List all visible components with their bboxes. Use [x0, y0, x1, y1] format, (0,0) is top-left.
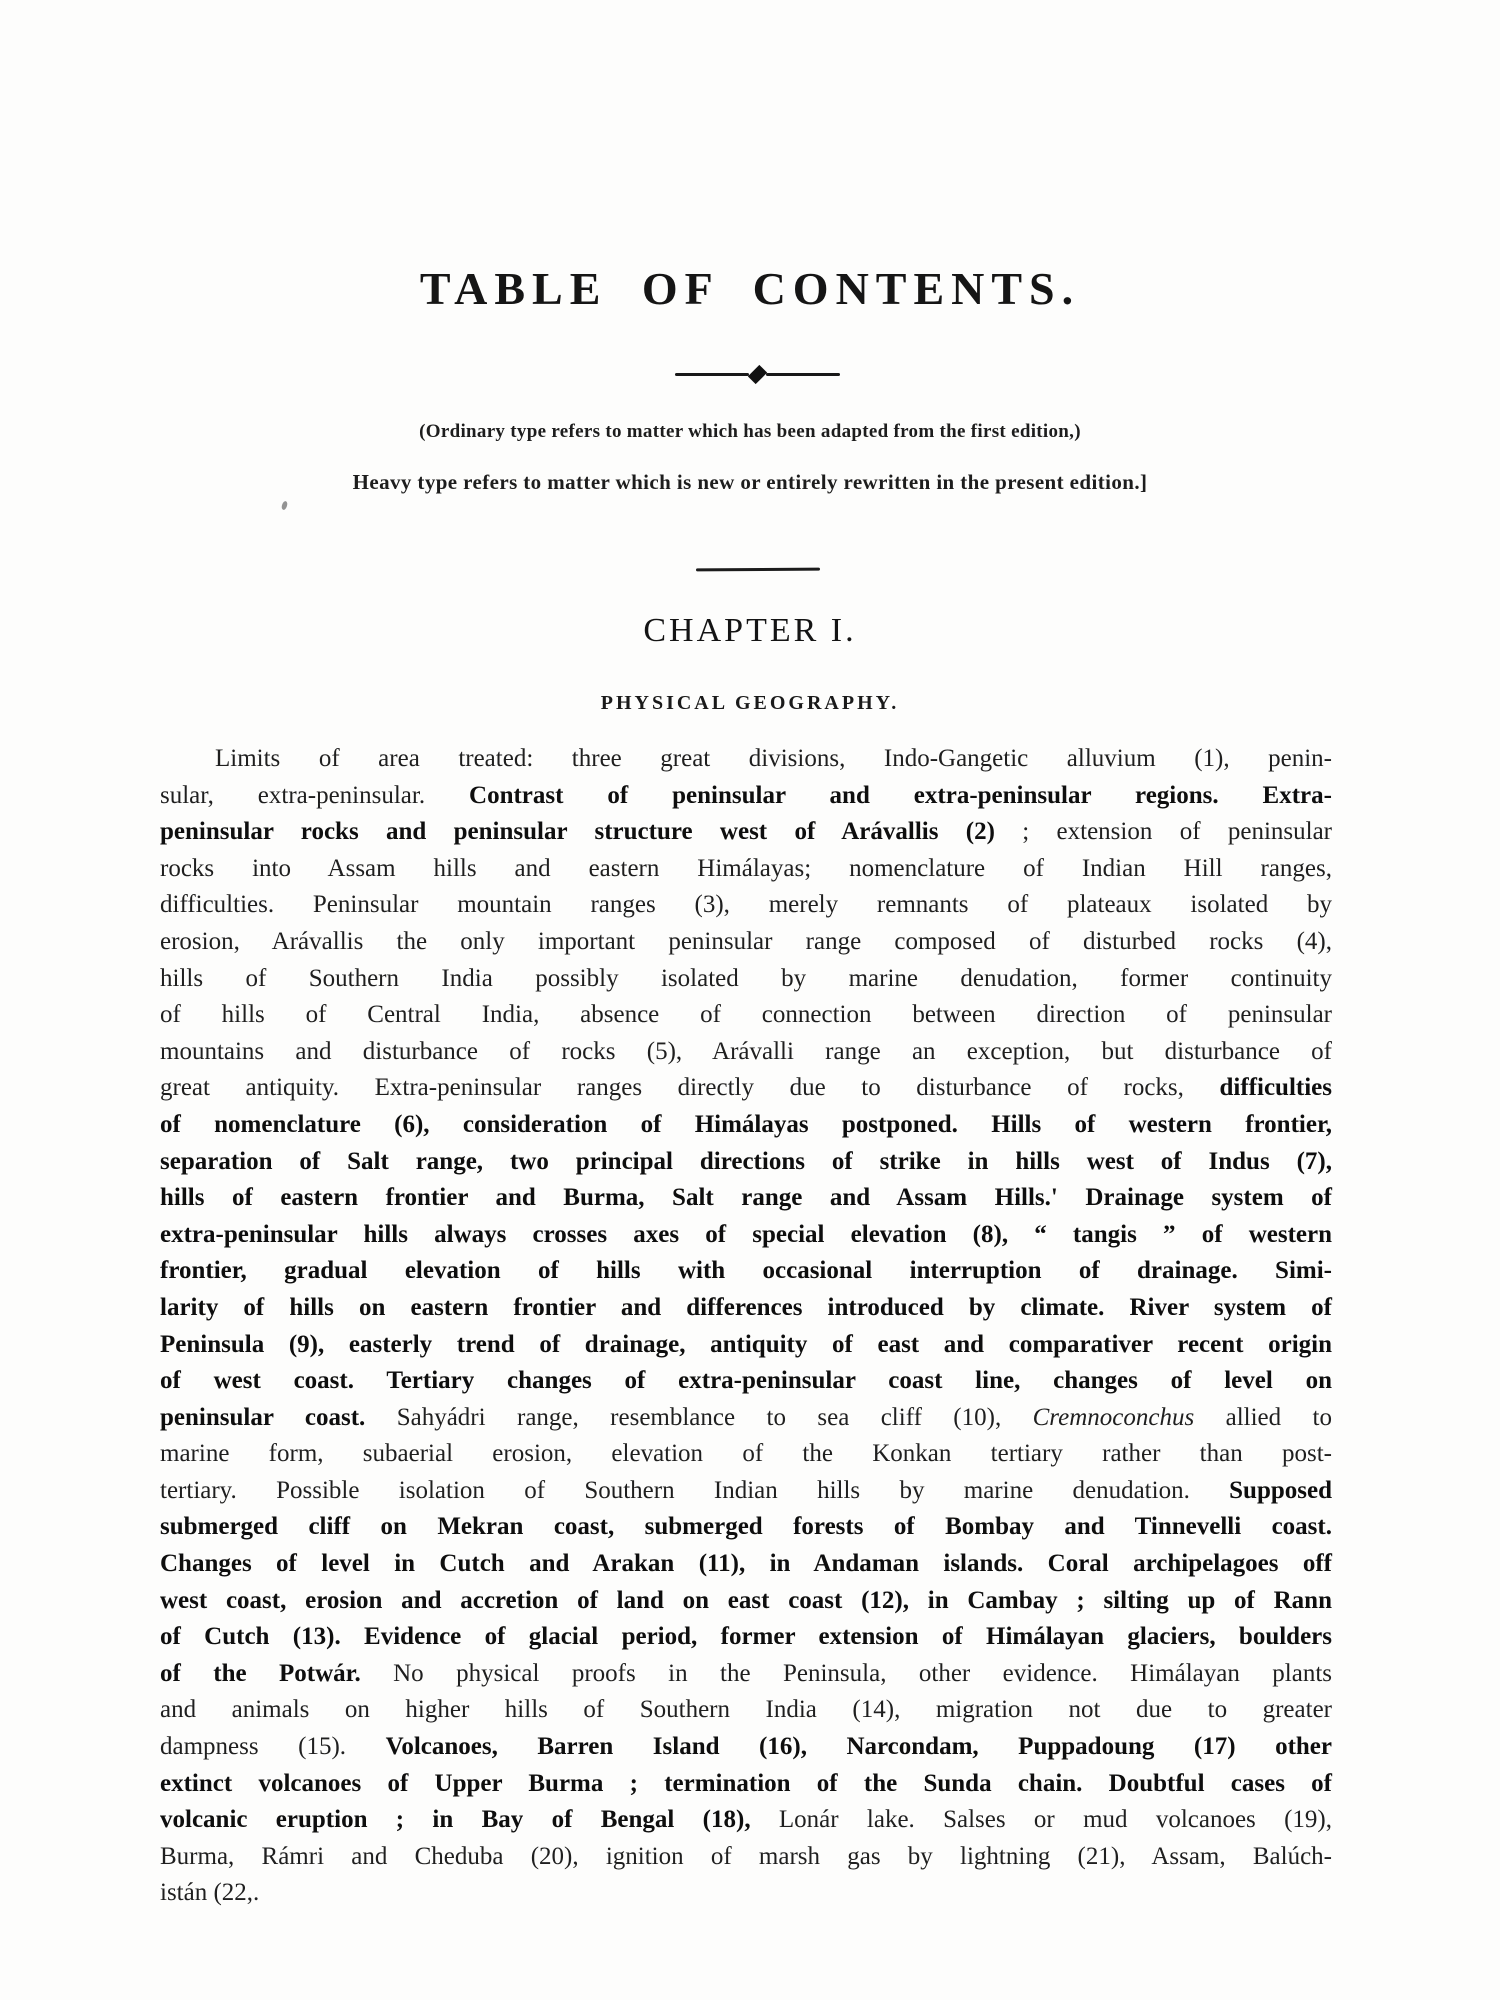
- toc-text: istán (22,.: [160, 1879, 260, 1907]
- toc-heavy-text: larity of hills on eastern frontier and differences introduced by climate. River system of: [160, 1293, 1332, 1321]
- toc-line: [160, 1692, 1332, 1729]
- section-divider-line: [696, 568, 820, 572]
- toc-line: [160, 1729, 1332, 1766]
- toc-line: [160, 1546, 1332, 1583]
- toc-text: great antiquity. Extra-peninsular ranges directly due to disturbance of rocks,: [160, 1074, 1220, 1102]
- title-divider-ornament: [672, 366, 842, 382]
- toc-heavy-text: Peninsula (9), easterly trend of drainage, antiquity of east and comparativer recent origin: [160, 1330, 1332, 1358]
- toc-heavy-text: hills of eastern frontier and Burma, Salt range and Assam Hills.' Drainage system of: [160, 1184, 1332, 1212]
- toc-text: Lonár lake. Salses or mud volcanoes (19),: [750, 1806, 1333, 1834]
- toc-italic-text: Cremnoconchus: [1032, 1403, 1195, 1431]
- toc-text: No physical proofs in the Peninsula, other evidence. Himálayan plants: [360, 1659, 1332, 1687]
- toc-line: [160, 997, 1332, 1034]
- scan-speck-mark: [281, 500, 289, 510]
- toc-heavy-text: Changes of level in Cutch and Arakan (11), in Andaman islands. Coral archipelagoes off: [160, 1550, 1332, 1578]
- toc-heavy-text: extra-peninsular hills always crosses axes of special elevation (8), “ tangis ” of western: [160, 1220, 1332, 1248]
- toc-heavy-text: extinct volcanoes of Upper Burma ; termination of the Sunda chain. Doubtful cases of: [160, 1769, 1332, 1797]
- toc-heavy-text: of west coast. Tertiary changes of extra-peninsular coast line, changes of level on: [160, 1367, 1332, 1395]
- toc-heavy-text: difficulties: [1219, 1074, 1332, 1102]
- toc-text: hills of Southern India possibly isolated by marine denudation, former continuity: [160, 964, 1332, 992]
- toc-line: [160, 1766, 1332, 1803]
- toc-line: [160, 924, 1332, 961]
- toc-text: Sahyádri range, resemblance to sea cliff (10),: [365, 1403, 1033, 1431]
- toc-text: erosion, Arávallis the only important peninsular range composed of disturbed rocks (4),: [160, 927, 1332, 955]
- toc-heavy-text: peninsular rocks and peninsular structure west of Arávallis (2): [160, 818, 995, 846]
- toc-line: [160, 887, 1332, 924]
- toc-heavy-text: Supposed: [1229, 1476, 1332, 1504]
- toc-line: [160, 961, 1332, 998]
- toc-line: [160, 1070, 1332, 1107]
- divider-line-left: [675, 373, 749, 376]
- toc-line: [160, 1144, 1332, 1181]
- toc-heavy-text: west coast, erosion and accretion of land on east coast (12), in Cambay ; silting up of Rann: [160, 1586, 1332, 1614]
- page-title: TABLE OF CONTENTS.: [419, 263, 1081, 314]
- toc-text: Burma, Rámri and Cheduba (20), ignition of marsh gas by lightning (21), Assam, Balúch-: [160, 1842, 1332, 1870]
- toc-heavy-text: Contrast of peninsular and extra-peninsular regions. Extra-: [469, 781, 1332, 809]
- toc-line: [160, 1400, 1332, 1437]
- toc-paragraph: [160, 741, 1332, 1912]
- toc-heavy-text: of the Potwár.: [160, 1659, 361, 1687]
- divider-line-right: [766, 373, 840, 376]
- toc-text: rocks into Assam hills and eastern Himálayas; nomenclature of Indian Hill ranges,: [160, 854, 1332, 882]
- toc-line: [160, 741, 1332, 778]
- toc-text: Limits of area treated: three great divisions, Indo-Gangetic alluvium (1), penin-: [215, 745, 1332, 772]
- toc-line: [160, 1875, 1332, 1912]
- toc-text: and animals on higher hills of Southern India (14), migration not due to greater: [160, 1696, 1332, 1724]
- toc-heavy-text: Volcanoes, Barren Island (16), Narcondam, Puppadoung (17) other: [385, 1733, 1332, 1761]
- toc-heavy-text: volcanic eruption ; in Bay of Bengal (18),: [160, 1806, 751, 1834]
- toc-line: [160, 1180, 1332, 1217]
- toc-text: marine form, subaerial erosion, elevation of the Konkan tertiary rather than post-: [160, 1440, 1332, 1468]
- edition-note-heavy: Heavy type refers to matter which is new or entirely rewritten in the present edition.]: [352, 470, 1148, 494]
- toc-line: [160, 1217, 1332, 1254]
- toc-line: [160, 1034, 1332, 1071]
- diamond-icon: [747, 364, 766, 383]
- toc-heavy-text: peninsular coast.: [160, 1403, 366, 1431]
- toc-line: [160, 1290, 1332, 1327]
- toc-line: [160, 778, 1332, 815]
- chapter-heading: CHAPTER I.: [643, 612, 857, 649]
- toc-text: ; extension of peninsular: [994, 818, 1332, 846]
- toc-line: [160, 851, 1332, 888]
- toc-line: [160, 1107, 1332, 1144]
- toc-line: [160, 1656, 1332, 1693]
- toc-heavy-text: separation of Salt range, two principal directions of strike in hills west of Indus (7),: [160, 1147, 1332, 1175]
- toc-line: [160, 1583, 1332, 1620]
- toc-text: tertiary. Possible isolation of Southern Indian hills by marine denudation.: [160, 1476, 1230, 1504]
- toc-text: mountains and disturbance of rocks (5), Arávalli range an exception, but disturbance of: [160, 1037, 1332, 1065]
- toc-heavy-text: frontier, gradual elevation of hills with occasional interruption of drainage. Simi-: [160, 1257, 1332, 1285]
- toc-heavy-text: submerged cliff on Mekran coast, submerged forests of Bombay and Tinnevelli coast.: [160, 1513, 1332, 1541]
- toc-line: [160, 1253, 1332, 1290]
- toc-text: dampness (15).: [160, 1733, 386, 1761]
- toc-text: of hills of Central India, absence of connection between direction of peninsular: [160, 1001, 1332, 1029]
- edition-note-ordinary: (Ordinary type refers to matter which has been adapted from the first edition,): [419, 421, 1081, 442]
- toc-line: [160, 1839, 1332, 1876]
- toc-text: sular, extra-peninsular.: [160, 781, 470, 809]
- toc-line: [160, 1436, 1332, 1473]
- toc-line: [160, 1509, 1332, 1546]
- toc-text: allied to: [1194, 1403, 1332, 1431]
- toc-heavy-text: of nomenclature (6), consideration of Himálayas postponed. Hills of western frontier,: [160, 1110, 1332, 1138]
- chapter-subheading: PHYSICAL GEOGRAPHY.: [600, 692, 900, 714]
- toc-line: [160, 1619, 1332, 1656]
- toc-line: [160, 1363, 1332, 1400]
- toc-line: [160, 814, 1332, 851]
- toc-heavy-text: of Cutch (13). Evidence of glacial period, former extension of Himálayan glaciers, boulders: [160, 1623, 1332, 1651]
- toc-text: difficulties. Peninsular mountain ranges (3), merely remnants of plateaux isolated by: [160, 891, 1332, 919]
- toc-line: [160, 1327, 1332, 1364]
- toc-line: [160, 1473, 1332, 1510]
- toc-line: [160, 1802, 1332, 1839]
